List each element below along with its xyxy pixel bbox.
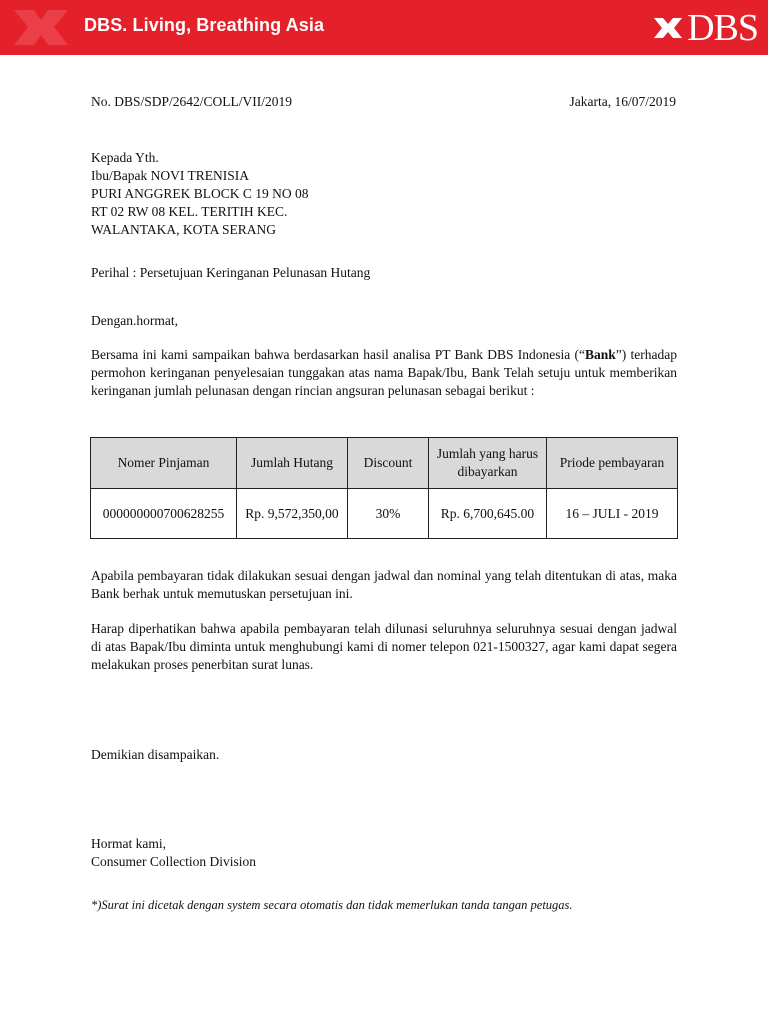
header-banner	[0, 0, 768, 55]
footnote: *)Surat ini dicetak dengan system secara otomatis dan tidak memerlukan tanda tangan petugas.	[91, 898, 573, 912]
recipient-line: RT 02 RW 08 KEL. TERITIH KEC.	[91, 204, 288, 219]
amount-due-cell: Rp. 6,700,645.00	[429, 489, 547, 539]
intro-paragraph	[91, 346, 677, 400]
dbs-star-icon	[653, 13, 683, 43]
table-header-row	[91, 438, 678, 489]
discount-cell: 30%	[348, 489, 429, 539]
bank-term: Bank	[585, 347, 616, 362]
condition-paragraph: Apabila pembayaran tidak dilakukan sesuai dengan jadwal dan nominal yang telah ditentukan di atas, maka Bank berhak untuk memutuskan persetujuan ini.	[91, 568, 677, 601]
letter-greeting: Dengan.hormat,	[91, 313, 178, 328]
settlement-table	[90, 437, 678, 539]
debt-amount-cell: Rp. 9,572,350,00	[237, 489, 348, 539]
recipient-line: WALANTAKA, KOTA SERANG	[91, 222, 276, 237]
column-header: Discount	[348, 438, 429, 489]
column-header: Nomer Pinjaman	[91, 438, 237, 489]
dbs-logo-text: DBS	[687, 7, 758, 49]
dbs-logo	[653, 4, 758, 52]
letter-reference: No. DBS/SDP/2642/COLL/VII/2019	[91, 94, 293, 109]
recipient-address	[91, 149, 309, 239]
intro-text-end: ”) terhadap permohon keringanan penyelesaian tunggakan atas nama Bapak/Ibu, Bank Telah setuju untuk memberikan keringanan jumlah pelunasan dengan rincian angsuran pelunasan sebagai berikut :	[91, 347, 678, 398]
recipient-line: Kepada Yth.	[91, 150, 159, 165]
signoff-block	[91, 835, 256, 871]
letter-place-date: Jakarta, 16/07/2019	[569, 94, 676, 109]
brand-tagline: DBS. Living, Breathing Asia	[84, 15, 325, 35]
dbs-star-watermark-icon	[10, 0, 72, 55]
column-header: Jumlah yang harus dibayarkan	[429, 438, 547, 489]
table-row	[91, 489, 678, 539]
payment-period-cell: 16 – JULI - 2019	[547, 489, 678, 539]
letter-subject: Perihal : Persetujuan Keringanan Pelunasan Hutang	[91, 265, 371, 280]
closing-line: Demikian disampaikan.	[91, 747, 220, 762]
signoff-line: Hormat kami,	[91, 836, 166, 851]
recipient-line: PURI ANGGREK BLOCK C 19 NO 08	[91, 186, 309, 201]
column-header: Priode pembayaran	[547, 438, 678, 489]
loan-number-cell: 000000000700628255	[91, 489, 237, 539]
recipient-line: Ibu/Bapak NOVI TRENISIA	[91, 168, 249, 183]
signoff-division: Consumer Collection Division	[91, 854, 256, 869]
contact-paragraph: Harap diperhatikan bahwa apabila pembayaran telah dilunasi seluruhnya seluruhnya sesuai dengan jadwal di atas Bapak/Ibu diminta untuk menghubungi kami di nomer telepon 021-1500327, agar kami dapat segera melakukan proses penerbitan surat lunas.	[91, 621, 677, 672]
column-header: Jumlah Hutang	[237, 438, 348, 489]
intro-text-start: Bersama ini kami sampaikan bahwa berdasarkan hasil analisa PT Bank DBS Indonesia (“	[91, 347, 585, 362]
